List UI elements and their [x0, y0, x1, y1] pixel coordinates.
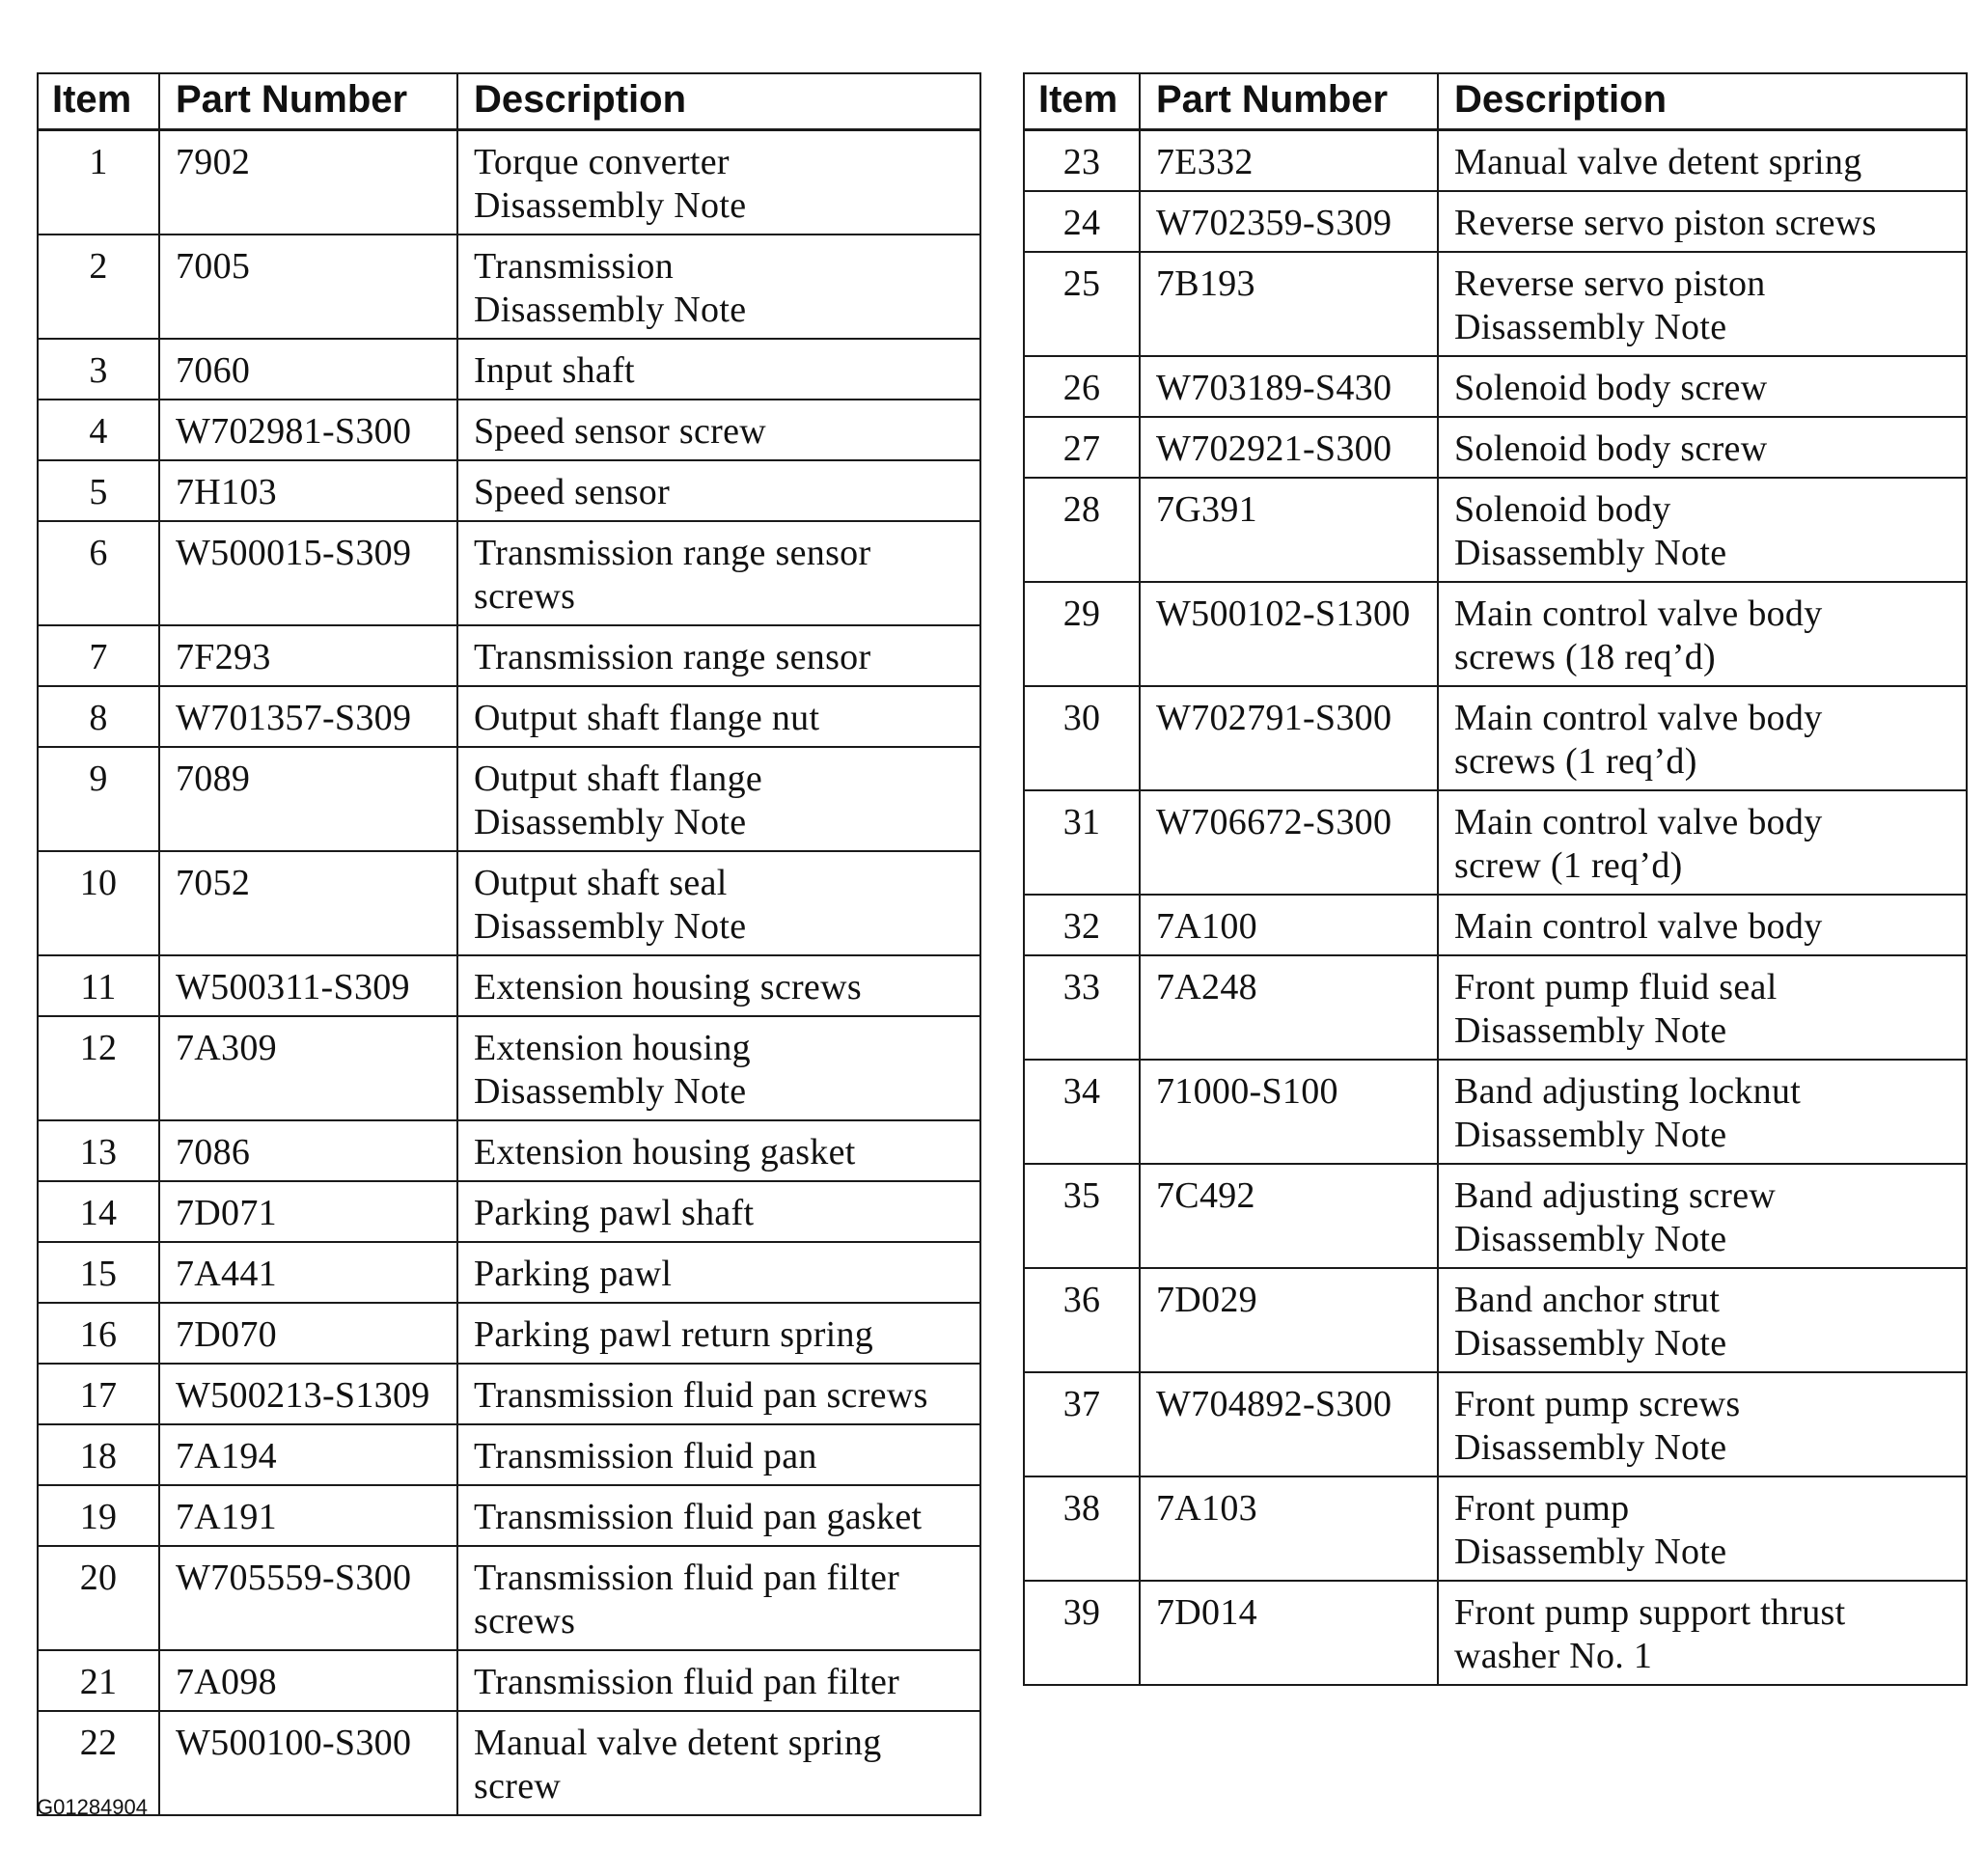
description-cell: Extension housing screws [457, 955, 980, 1016]
table-row [1024, 417, 1967, 478]
table-row [1024, 955, 1967, 1060]
description-cell: Manual valve detent spring screw [457, 1711, 980, 1815]
table-row [1024, 582, 1967, 686]
description-cell: Parking pawl return spring [457, 1303, 980, 1364]
item-number-cell: 16 [38, 1303, 159, 1364]
part-number-cell: 7G391 [1140, 478, 1438, 582]
part-number-cell: 7005 [159, 234, 457, 339]
table-row [38, 1181, 980, 1242]
item-number-cell: 22 [38, 1711, 159, 1815]
part-number-cell: 7086 [159, 1120, 457, 1181]
item-number-cell: 24 [1024, 191, 1140, 252]
part-number-cell: 7A248 [1140, 955, 1438, 1060]
table-row [38, 747, 980, 851]
part-number-cell: 7052 [159, 851, 457, 955]
item-number-cell: 2 [38, 234, 159, 339]
item-number-cell: 35 [1024, 1164, 1140, 1268]
item-number-cell: 33 [1024, 955, 1140, 1060]
parts-table-right-body [1024, 130, 1967, 1686]
description-cell: Extension housing Disassembly Note [457, 1016, 980, 1120]
item-number-cell: 17 [38, 1364, 159, 1424]
item-number-cell: 39 [1024, 1581, 1140, 1685]
item-number-cell: 30 [1024, 686, 1140, 790]
column-header-part-number: Part Number [159, 73, 457, 130]
description-cell: Transmission fluid pan [457, 1424, 980, 1485]
item-number-cell: 34 [1024, 1060, 1140, 1164]
part-number-cell: W702981-S300 [159, 400, 457, 460]
table-row [38, 130, 980, 235]
part-number-cell: 7B193 [1140, 252, 1438, 356]
table-row [38, 339, 980, 400]
table-row [38, 1016, 980, 1120]
part-number-cell: W705559-S300 [159, 1546, 457, 1650]
description-cell: Band adjusting screw Disassembly Note [1438, 1164, 1967, 1268]
part-number-cell: 7089 [159, 747, 457, 851]
part-number-cell: 7D029 [1140, 1268, 1438, 1372]
description-cell: Extension housing gasket [457, 1120, 980, 1181]
part-number-cell: 7A441 [159, 1242, 457, 1303]
table-row [1024, 686, 1967, 790]
item-number-cell: 26 [1024, 356, 1140, 417]
part-number-cell: 7A309 [159, 1016, 457, 1120]
part-number-cell: W702921-S300 [1140, 417, 1438, 478]
part-number-cell: 7060 [159, 339, 457, 400]
parts-table-left-body [38, 130, 980, 1816]
column-header-item: Item [1024, 73, 1140, 130]
description-cell: Parking pawl [457, 1242, 980, 1303]
part-number-cell: W500100-S300 [159, 1711, 457, 1815]
item-number-cell: 19 [38, 1485, 159, 1546]
description-cell: Transmission Disassembly Note [457, 234, 980, 339]
item-number-cell: 4 [38, 400, 159, 460]
description-cell: Front pump support thrust washer No. 1 [1438, 1581, 1967, 1685]
item-number-cell: 29 [1024, 582, 1140, 686]
item-number-cell: 8 [38, 686, 159, 747]
table-row [38, 851, 980, 955]
table-row [38, 1424, 980, 1485]
item-number-cell: 3 [38, 339, 159, 400]
description-cell: Output shaft seal Disassembly Note [457, 851, 980, 955]
table-row [1024, 1581, 1967, 1685]
description-cell: Transmission range sensor screws [457, 521, 980, 625]
table-row [1024, 790, 1967, 895]
column-header-description: Description [457, 73, 980, 130]
table-row [38, 625, 980, 686]
parts-table-right [1023, 72, 1968, 1686]
description-cell: Main control valve body [1438, 895, 1967, 955]
table-row [38, 521, 980, 625]
table-row [1024, 895, 1967, 955]
part-number-cell: 7E332 [1140, 130, 1438, 192]
part-number-cell: W706672-S300 [1140, 790, 1438, 895]
item-number-cell: 11 [38, 955, 159, 1016]
part-number-cell: W701357-S309 [159, 686, 457, 747]
table-row [38, 1242, 980, 1303]
part-number-cell: 7H103 [159, 460, 457, 521]
figure-id-caption: G01284904 [37, 1795, 148, 1819]
item-number-cell: 20 [38, 1546, 159, 1650]
part-number-cell: W703189-S430 [1140, 356, 1438, 417]
table-row [38, 1364, 980, 1424]
description-cell: Solenoid body Disassembly Note [1438, 478, 1967, 582]
part-number-cell: W500213-S1309 [159, 1364, 457, 1424]
item-number-cell: 18 [38, 1424, 159, 1485]
description-cell: Transmission fluid pan filter [457, 1650, 980, 1711]
description-cell: Main control valve body screws (1 req’d) [1438, 686, 1967, 790]
item-number-cell: 36 [1024, 1268, 1140, 1372]
description-cell: Solenoid body screw [1438, 356, 1967, 417]
part-number-cell: 7D014 [1140, 1581, 1438, 1685]
item-number-cell: 14 [38, 1181, 159, 1242]
description-cell: Front pump Disassembly Note [1438, 1476, 1967, 1581]
header-row [1024, 73, 1967, 130]
part-number-cell: 7A191 [159, 1485, 457, 1546]
description-cell: Input shaft [457, 339, 980, 400]
part-number-cell: 7A100 [1140, 895, 1438, 955]
table-row [38, 1303, 980, 1364]
description-cell: Output shaft flange Disassembly Note [457, 747, 980, 851]
table-row [38, 1120, 980, 1181]
table-row [1024, 478, 1967, 582]
part-number-cell: 7A098 [159, 1650, 457, 1711]
part-number-cell: W500102-S1300 [1140, 582, 1438, 686]
table-row [1024, 191, 1967, 252]
item-number-cell: 7 [38, 625, 159, 686]
table-row [1024, 252, 1967, 356]
item-number-cell: 32 [1024, 895, 1140, 955]
parts-table-left [37, 72, 981, 1816]
description-cell: Band adjusting locknut Disassembly Note [1438, 1060, 1967, 1164]
part-number-cell: 7A194 [159, 1424, 457, 1485]
part-number-cell: 71000-S100 [1140, 1060, 1438, 1164]
table-row [38, 686, 980, 747]
item-number-cell: 13 [38, 1120, 159, 1181]
part-number-cell: W500311-S309 [159, 955, 457, 1016]
description-cell: Front pump fluid seal Disassembly Note [1438, 955, 1967, 1060]
description-cell: Transmission fluid pan screws [457, 1364, 980, 1424]
item-number-cell: 25 [1024, 252, 1140, 356]
item-number-cell: 12 [38, 1016, 159, 1120]
column-header-part-number: Part Number [1140, 73, 1438, 130]
item-number-cell: 23 [1024, 130, 1140, 192]
table-row [1024, 1372, 1967, 1476]
table-row [38, 234, 980, 339]
description-cell: Torque converter Disassembly Note [457, 130, 980, 235]
table-row [38, 1546, 980, 1650]
table-row [1024, 130, 1967, 192]
description-cell: Solenoid body screw [1438, 417, 1967, 478]
table-row [1024, 1164, 1967, 1268]
description-cell: Reverse servo piston screws [1438, 191, 1967, 252]
column-header-description: Description [1438, 73, 1967, 130]
description-cell: Manual valve detent spring [1438, 130, 1967, 192]
part-number-cell: W702791-S300 [1140, 686, 1438, 790]
description-cell: Front pump screws Disassembly Note [1438, 1372, 1967, 1476]
item-number-cell: 15 [38, 1242, 159, 1303]
description-cell: Output shaft flange nut [457, 686, 980, 747]
description-cell: Parking pawl shaft [457, 1181, 980, 1242]
description-cell: Main control valve body screws (18 req’d) [1438, 582, 1967, 686]
table-row [1024, 1060, 1967, 1164]
item-number-cell: 27 [1024, 417, 1140, 478]
description-cell: Band anchor strut Disassembly Note [1438, 1268, 1967, 1372]
part-number-cell: W500015-S309 [159, 521, 457, 625]
part-number-cell: 7902 [159, 130, 457, 235]
item-number-cell: 38 [1024, 1476, 1140, 1581]
table-row [38, 1711, 980, 1815]
part-number-cell: 7F293 [159, 625, 457, 686]
item-number-cell: 6 [38, 521, 159, 625]
part-number-cell: 7D071 [159, 1181, 457, 1242]
table-row [38, 460, 980, 521]
item-number-cell: 9 [38, 747, 159, 851]
description-cell: Transmission fluid pan filter screws [457, 1546, 980, 1650]
item-number-cell: 21 [38, 1650, 159, 1711]
table-row [38, 400, 980, 460]
description-cell: Transmission range sensor [457, 625, 980, 686]
part-number-cell: W702359-S309 [1140, 191, 1438, 252]
item-number-cell: 28 [1024, 478, 1140, 582]
item-number-cell: 31 [1024, 790, 1140, 895]
table-row [1024, 356, 1967, 417]
description-cell: Speed sensor screw [457, 400, 980, 460]
part-number-cell: 7A103 [1140, 1476, 1438, 1581]
item-number-cell: 1 [38, 130, 159, 235]
item-number-cell: 5 [38, 460, 159, 521]
table-row [38, 1485, 980, 1546]
part-number-cell: 7C492 [1140, 1164, 1438, 1268]
description-cell: Transmission fluid pan gasket [457, 1485, 980, 1546]
item-number-cell: 10 [38, 851, 159, 955]
description-cell: Speed sensor [457, 460, 980, 521]
item-number-cell: 37 [1024, 1372, 1140, 1476]
header-row [38, 73, 980, 130]
description-cell: Main control valve body screw (1 req’d) [1438, 790, 1967, 895]
table-row [38, 955, 980, 1016]
table-row [38, 1650, 980, 1711]
table-row [1024, 1476, 1967, 1581]
part-number-cell: 7D070 [159, 1303, 457, 1364]
part-number-cell: W704892-S300 [1140, 1372, 1438, 1476]
table-row [1024, 1268, 1967, 1372]
description-cell: Reverse servo piston Disassembly Note [1438, 252, 1967, 356]
column-header-item: Item [38, 73, 159, 130]
